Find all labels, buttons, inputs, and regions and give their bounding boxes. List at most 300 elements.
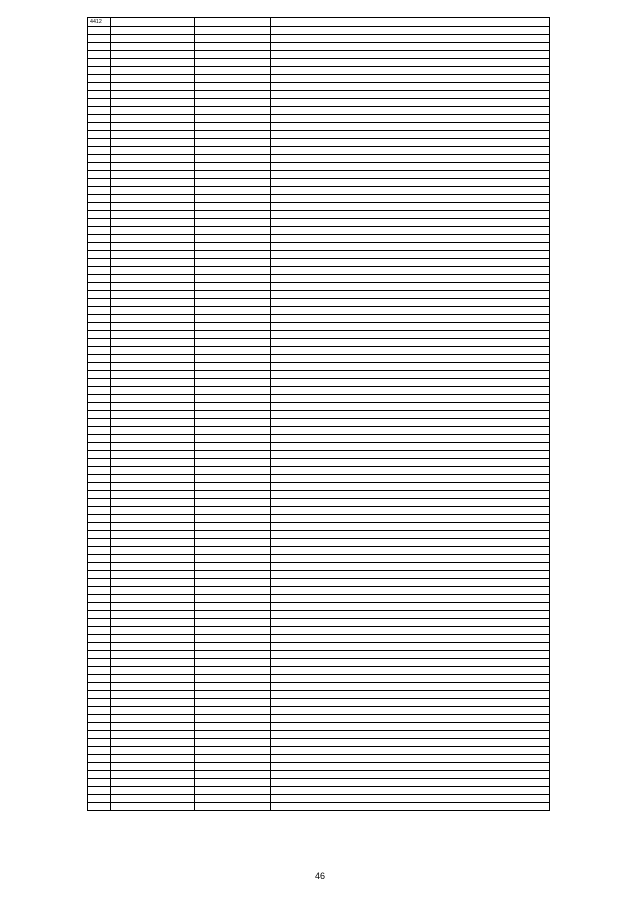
related-cadastral-number-cell bbox=[195, 747, 271, 755]
related-cadastral-number-cell bbox=[195, 259, 271, 267]
table-row bbox=[88, 475, 550, 483]
address-cell bbox=[271, 611, 550, 619]
table-row bbox=[88, 283, 550, 291]
cadastral-number-cell bbox=[111, 691, 195, 699]
cadastral-number-cell bbox=[111, 195, 195, 203]
row-number-cell bbox=[88, 147, 111, 155]
cadastral-number-cell bbox=[111, 619, 195, 627]
address-cell bbox=[271, 179, 550, 187]
address-cell bbox=[271, 635, 550, 643]
address-cell bbox=[271, 27, 550, 35]
cadastral-number-cell bbox=[111, 243, 195, 251]
table-row bbox=[88, 459, 550, 467]
row-number-cell: 4412 bbox=[88, 18, 111, 27]
cadastral-number-cell bbox=[111, 491, 195, 499]
related-cadastral-number-cell bbox=[195, 323, 271, 331]
table-row bbox=[88, 59, 550, 67]
cadastral-number-cell bbox=[111, 563, 195, 571]
related-cadastral-number-cell bbox=[195, 619, 271, 627]
table-row bbox=[88, 523, 550, 531]
address-cell bbox=[271, 531, 550, 539]
address-cell bbox=[271, 651, 550, 659]
related-cadastral-number-cell bbox=[195, 731, 271, 739]
cadastral-number-cell bbox=[111, 227, 195, 235]
related-cadastral-number-cell bbox=[195, 187, 271, 195]
table-row bbox=[88, 499, 550, 507]
row-number-cell bbox=[88, 291, 111, 299]
row-number-cell bbox=[88, 571, 111, 579]
address-cell bbox=[271, 147, 550, 155]
table-row bbox=[88, 91, 550, 99]
cadastral-number-cell bbox=[111, 763, 195, 771]
table-row bbox=[88, 203, 550, 211]
address-cell bbox=[271, 619, 550, 627]
cadastral-number-cell bbox=[111, 523, 195, 531]
related-cadastral-number-cell bbox=[195, 163, 271, 171]
table-row bbox=[88, 35, 550, 43]
address-cell bbox=[271, 643, 550, 651]
related-cadastral-number-cell bbox=[195, 387, 271, 395]
table-row bbox=[88, 67, 550, 75]
table-row bbox=[88, 803, 550, 811]
cadastral-number-cell bbox=[111, 123, 195, 131]
address-cell bbox=[271, 403, 550, 411]
cadastral-number-cell bbox=[111, 659, 195, 667]
cadastral-number-cell bbox=[111, 59, 195, 67]
related-cadastral-number-cell bbox=[195, 411, 271, 419]
address-cell bbox=[271, 123, 550, 131]
related-cadastral-number-cell bbox=[195, 18, 271, 27]
related-cadastral-number-cell bbox=[195, 235, 271, 243]
table-row bbox=[88, 603, 550, 611]
table-row bbox=[88, 195, 550, 203]
table-row bbox=[88, 43, 550, 51]
address-cell bbox=[271, 579, 550, 587]
cadastral-number-cell bbox=[111, 539, 195, 547]
table-row bbox=[88, 483, 550, 491]
related-cadastral-number-cell bbox=[195, 427, 271, 435]
related-cadastral-number-cell bbox=[195, 483, 271, 491]
address-cell bbox=[271, 275, 550, 283]
row-number-cell bbox=[88, 475, 111, 483]
table-row bbox=[88, 531, 550, 539]
address-cell bbox=[271, 18, 550, 27]
table-row bbox=[88, 211, 550, 219]
row-number-cell bbox=[88, 139, 111, 147]
address-cell bbox=[271, 43, 550, 51]
table-row bbox=[88, 507, 550, 515]
address-cell bbox=[271, 99, 550, 107]
row-number-cell bbox=[88, 115, 111, 123]
table-row bbox=[88, 691, 550, 699]
cadastral-number-cell bbox=[111, 43, 195, 51]
row-number-cell bbox=[88, 699, 111, 707]
address-cell bbox=[271, 259, 550, 267]
address-cell bbox=[271, 467, 550, 475]
table-row bbox=[88, 235, 550, 243]
table-row bbox=[88, 659, 550, 667]
table-row bbox=[88, 563, 550, 571]
related-cadastral-number-cell bbox=[195, 651, 271, 659]
row-number-cell bbox=[88, 179, 111, 187]
related-cadastral-number-cell bbox=[195, 43, 271, 51]
table-row bbox=[88, 515, 550, 523]
related-cadastral-number-cell bbox=[195, 59, 271, 67]
row-number-cell bbox=[88, 595, 111, 603]
row-number-cell bbox=[88, 131, 111, 139]
row-number-cell bbox=[88, 443, 111, 451]
related-cadastral-number-cell bbox=[195, 75, 271, 83]
row-number-cell bbox=[88, 195, 111, 203]
address-cell bbox=[271, 715, 550, 723]
cadastral-number-cell bbox=[111, 91, 195, 99]
address-cell bbox=[271, 115, 550, 123]
row-number-cell bbox=[88, 43, 111, 51]
table-row bbox=[88, 251, 550, 259]
related-cadastral-number-cell bbox=[195, 219, 271, 227]
related-cadastral-number-cell bbox=[195, 251, 271, 259]
address-cell bbox=[271, 795, 550, 803]
address-cell bbox=[271, 475, 550, 483]
row-number-cell bbox=[88, 227, 111, 235]
address-cell bbox=[271, 219, 550, 227]
address-cell bbox=[271, 691, 550, 699]
address-cell bbox=[271, 195, 550, 203]
table-row bbox=[88, 643, 550, 651]
related-cadastral-number-cell bbox=[195, 331, 271, 339]
table-row bbox=[88, 739, 550, 747]
cadastral-number-cell bbox=[111, 635, 195, 643]
related-cadastral-number-cell bbox=[195, 99, 271, 107]
table-row bbox=[88, 627, 550, 635]
address-cell bbox=[271, 595, 550, 603]
table-row bbox=[88, 675, 550, 683]
table-row bbox=[88, 339, 550, 347]
table-row bbox=[88, 571, 550, 579]
row-number-cell bbox=[88, 251, 111, 259]
related-cadastral-number-cell bbox=[195, 555, 271, 563]
row-number-cell bbox=[88, 643, 111, 651]
address-cell bbox=[271, 411, 550, 419]
cadastral-number-cell bbox=[111, 275, 195, 283]
related-cadastral-number-cell bbox=[195, 723, 271, 731]
table-row bbox=[88, 355, 550, 363]
cadastral-number-cell bbox=[111, 363, 195, 371]
address-cell bbox=[271, 203, 550, 211]
row-number-cell bbox=[88, 307, 111, 315]
address-cell bbox=[271, 779, 550, 787]
table-row bbox=[88, 611, 550, 619]
related-cadastral-number-cell bbox=[195, 51, 271, 59]
related-cadastral-number-cell bbox=[195, 667, 271, 675]
row-number-cell bbox=[88, 547, 111, 555]
row-number-cell bbox=[88, 787, 111, 795]
cadastral-number-cell bbox=[111, 379, 195, 387]
row-number-cell bbox=[88, 691, 111, 699]
related-cadastral-number-cell bbox=[195, 211, 271, 219]
table-row bbox=[88, 291, 550, 299]
related-cadastral-number-cell bbox=[195, 291, 271, 299]
address-cell bbox=[271, 443, 550, 451]
address-cell bbox=[271, 627, 550, 635]
table-row bbox=[88, 315, 550, 323]
table-row bbox=[88, 387, 550, 395]
related-cadastral-number-cell bbox=[195, 523, 271, 531]
row-number-cell bbox=[88, 635, 111, 643]
table-row bbox=[88, 411, 550, 419]
related-cadastral-number-cell bbox=[195, 603, 271, 611]
address-cell bbox=[271, 435, 550, 443]
table-row bbox=[88, 587, 550, 595]
address-cell bbox=[271, 171, 550, 179]
table-row bbox=[88, 635, 550, 643]
row-number-cell bbox=[88, 219, 111, 227]
related-cadastral-number-cell bbox=[195, 435, 271, 443]
row-number-cell bbox=[88, 347, 111, 355]
address-cell bbox=[271, 491, 550, 499]
related-cadastral-number-cell bbox=[195, 515, 271, 523]
row-number-cell bbox=[88, 507, 111, 515]
cadastral-number-cell bbox=[111, 515, 195, 523]
row-number-cell bbox=[88, 403, 111, 411]
table-row bbox=[88, 395, 550, 403]
address-cell bbox=[271, 107, 550, 115]
address-cell bbox=[271, 267, 550, 275]
row-number-cell bbox=[88, 323, 111, 331]
cadastral-number-cell bbox=[111, 299, 195, 307]
table-row bbox=[88, 347, 550, 355]
table-row bbox=[88, 299, 550, 307]
table-row bbox=[88, 491, 550, 499]
related-cadastral-number-cell bbox=[195, 315, 271, 323]
row-number-cell bbox=[88, 435, 111, 443]
address-cell bbox=[271, 131, 550, 139]
row-number-cell bbox=[88, 107, 111, 115]
table-row bbox=[88, 763, 550, 771]
cadastral-number-cell bbox=[111, 747, 195, 755]
cadastral-number-cell bbox=[111, 315, 195, 323]
related-cadastral-number-cell bbox=[195, 539, 271, 547]
cadastral-number-cell bbox=[111, 731, 195, 739]
address-cell bbox=[271, 675, 550, 683]
cadastral-number-cell bbox=[111, 499, 195, 507]
cadastral-number-cell bbox=[111, 179, 195, 187]
related-cadastral-number-cell bbox=[195, 123, 271, 131]
row-number-cell bbox=[88, 563, 111, 571]
table-row bbox=[88, 403, 550, 411]
address-cell bbox=[271, 707, 550, 715]
row-number-cell bbox=[88, 555, 111, 563]
related-cadastral-number-cell bbox=[195, 283, 271, 291]
cadastral-number-cell bbox=[111, 339, 195, 347]
table-row bbox=[88, 155, 550, 163]
table-row bbox=[88, 99, 550, 107]
related-cadastral-number-cell bbox=[195, 691, 271, 699]
address-cell bbox=[271, 379, 550, 387]
table-row bbox=[88, 227, 550, 235]
cadastral-number-cell bbox=[111, 27, 195, 35]
row-number-cell bbox=[88, 75, 111, 83]
cadastral-number-cell bbox=[111, 387, 195, 395]
table-row bbox=[88, 187, 550, 195]
row-number-cell bbox=[88, 539, 111, 547]
table-row bbox=[88, 123, 550, 131]
cadastral-number-cell bbox=[111, 331, 195, 339]
row-number-cell bbox=[88, 67, 111, 75]
register-table-body bbox=[88, 18, 550, 811]
cadastral-number-cell bbox=[111, 651, 195, 659]
row-number-cell bbox=[88, 587, 111, 595]
address-cell bbox=[271, 523, 550, 531]
related-cadastral-number-cell bbox=[195, 707, 271, 715]
row-number-cell bbox=[88, 83, 111, 91]
table-row bbox=[88, 555, 550, 563]
table-row bbox=[88, 451, 550, 459]
related-cadastral-number-cell bbox=[195, 227, 271, 235]
address-cell bbox=[271, 699, 550, 707]
table-row bbox=[88, 747, 550, 755]
address-cell bbox=[271, 299, 550, 307]
related-cadastral-number-cell bbox=[195, 587, 271, 595]
related-cadastral-number-cell bbox=[195, 547, 271, 555]
related-cadastral-number-cell bbox=[195, 491, 271, 499]
address-cell bbox=[271, 451, 550, 459]
cadastral-number-cell bbox=[111, 795, 195, 803]
cadastral-number-cell bbox=[111, 259, 195, 267]
row-number-cell bbox=[88, 339, 111, 347]
related-cadastral-number-cell bbox=[195, 579, 271, 587]
cadastral-number-cell bbox=[111, 51, 195, 59]
row-number-cell bbox=[88, 275, 111, 283]
related-cadastral-number-cell bbox=[195, 403, 271, 411]
table-row bbox=[88, 787, 550, 795]
row-number-cell bbox=[88, 163, 111, 171]
table-row bbox=[88, 723, 550, 731]
related-cadastral-number-cell bbox=[195, 451, 271, 459]
cadastral-number-cell bbox=[111, 555, 195, 563]
address-cell bbox=[271, 75, 550, 83]
row-number-cell bbox=[88, 203, 111, 211]
table-row bbox=[88, 379, 550, 387]
cadastral-number-cell bbox=[111, 699, 195, 707]
related-cadastral-number-cell bbox=[195, 339, 271, 347]
cadastral-number-cell bbox=[111, 587, 195, 595]
cadastral-number-cell bbox=[111, 419, 195, 427]
table-row bbox=[88, 147, 550, 155]
related-cadastral-number-cell bbox=[195, 379, 271, 387]
address-cell bbox=[271, 283, 550, 291]
address-cell bbox=[271, 755, 550, 763]
table-row bbox=[88, 371, 550, 379]
address-cell bbox=[271, 395, 550, 403]
related-cadastral-number-cell bbox=[195, 499, 271, 507]
row-number-cell bbox=[88, 771, 111, 779]
related-cadastral-number-cell bbox=[195, 459, 271, 467]
related-cadastral-number-cell bbox=[195, 755, 271, 763]
related-cadastral-number-cell bbox=[195, 267, 271, 275]
related-cadastral-number-cell bbox=[195, 611, 271, 619]
table-row bbox=[88, 275, 550, 283]
address-cell bbox=[271, 539, 550, 547]
related-cadastral-number-cell bbox=[195, 299, 271, 307]
address-cell bbox=[271, 243, 550, 251]
row-number-cell bbox=[88, 123, 111, 131]
address-cell bbox=[271, 187, 550, 195]
address-cell bbox=[271, 59, 550, 67]
row-number-cell bbox=[88, 387, 111, 395]
row-number-cell bbox=[88, 363, 111, 371]
related-cadastral-number-cell bbox=[195, 83, 271, 91]
related-cadastral-number-cell bbox=[195, 307, 271, 315]
row-number-cell bbox=[88, 747, 111, 755]
table-row bbox=[88, 731, 550, 739]
related-cadastral-number-cell bbox=[195, 635, 271, 643]
cadastral-number-cell bbox=[111, 131, 195, 139]
related-cadastral-number-cell bbox=[195, 571, 271, 579]
address-cell bbox=[271, 483, 550, 491]
cadastral-number-cell bbox=[111, 667, 195, 675]
related-cadastral-number-cell bbox=[195, 779, 271, 787]
cadastral-number-cell bbox=[111, 467, 195, 475]
address-cell bbox=[271, 787, 550, 795]
cadastral-number-cell bbox=[111, 723, 195, 731]
row-number-cell bbox=[88, 243, 111, 251]
related-cadastral-number-cell bbox=[195, 147, 271, 155]
cadastral-number-cell bbox=[111, 323, 195, 331]
address-cell bbox=[271, 307, 550, 315]
cadastral-number-cell bbox=[111, 579, 195, 587]
cadastral-number-cell bbox=[111, 83, 195, 91]
related-cadastral-number-cell bbox=[195, 531, 271, 539]
address-cell bbox=[271, 659, 550, 667]
related-cadastral-number-cell bbox=[195, 371, 271, 379]
table-row bbox=[88, 267, 550, 275]
cadastral-number-cell bbox=[111, 171, 195, 179]
related-cadastral-number-cell bbox=[195, 27, 271, 35]
related-cadastral-number-cell bbox=[195, 803, 271, 811]
address-cell bbox=[271, 315, 550, 323]
related-cadastral-number-cell bbox=[195, 795, 271, 803]
row-number-cell bbox=[88, 803, 111, 811]
address-cell bbox=[271, 235, 550, 243]
row-number-cell bbox=[88, 715, 111, 723]
related-cadastral-number-cell bbox=[195, 443, 271, 451]
address-cell bbox=[271, 731, 550, 739]
address-cell bbox=[271, 91, 550, 99]
row-number-cell bbox=[88, 235, 111, 243]
related-cadastral-number-cell bbox=[195, 35, 271, 43]
table-row bbox=[88, 131, 550, 139]
related-cadastral-number-cell bbox=[195, 675, 271, 683]
cadastral-number-cell bbox=[111, 75, 195, 83]
related-cadastral-number-cell bbox=[195, 507, 271, 515]
row-number-cell bbox=[88, 723, 111, 731]
address-cell bbox=[271, 563, 550, 571]
row-number-cell bbox=[88, 523, 111, 531]
row-number-cell bbox=[88, 171, 111, 179]
related-cadastral-number-cell bbox=[195, 139, 271, 147]
table-row bbox=[88, 163, 550, 171]
related-cadastral-number-cell bbox=[195, 67, 271, 75]
cadastral-number-cell bbox=[111, 715, 195, 723]
row-number-cell bbox=[88, 579, 111, 587]
row-number-cell bbox=[88, 731, 111, 739]
related-cadastral-number-cell bbox=[195, 699, 271, 707]
related-cadastral-number-cell bbox=[195, 115, 271, 123]
address-cell bbox=[271, 747, 550, 755]
table-row bbox=[88, 427, 550, 435]
table-row bbox=[88, 467, 550, 475]
